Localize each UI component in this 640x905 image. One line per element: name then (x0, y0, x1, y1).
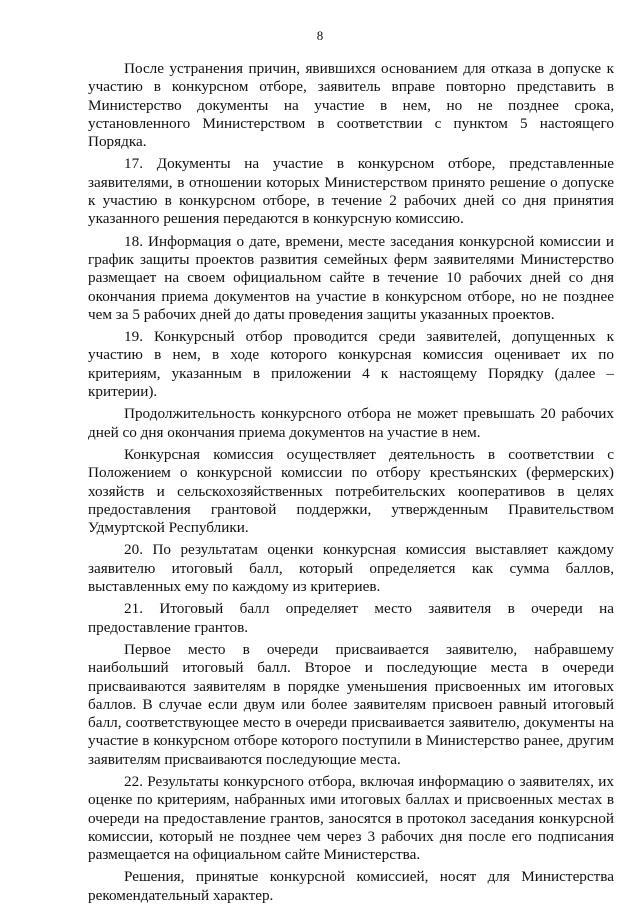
paragraph-commission-activity: Конкурсная комиссия осуществляет деятельность в соответствии с Положением о конкурсной комиссии по отбору крестьянских (фермерских) хозяйств и сельскохозяйственных потребительских кооперативов в целях предоставления грантовой поддержки, утвержденным Правительством Удмуртской Республики. (88, 445, 614, 537)
paragraph-queue-order: Первое место в очереди присваивается заявителю, набравшему наибольший итоговый балл. Второе и последующие места в очереди присваиваются заявителям в порядке уменьшения присвоенных им итоговых баллов. В случае если двум или более заявителям присвоен равный итоговый балл, соответствующее место в очереди присваивается заявителю, документы на участие в конкурсном отборе которого поступили в Министерство ранее, другим заявителям присваиваются последующие места. (88, 640, 614, 768)
document-body (88, 60, 614, 905)
paragraph-18: 18. Информация о дате, времени, месте заседания конкурсной комиссии и график защиты проектов развития семейных ферм заявителями Министерство размещает на своем официальном сайте в течение 10 рабочих дней со дня окончания приема документов на участие в конкурсном отборе, но не позднее чем за 5 рабочих дней до даты проведения защиты указанных проектов. (88, 232, 614, 323)
paragraph-22: 22. Результаты конкурсного отбора, включая информацию о заявителях, их оценке по критериям, набранных ими итоговых баллах и присвоенных местах в очереди на предоставление грантов, заносятся в протокол заседания конкурсной комиссии, который не позднее чем через 3 рабочих дня после его подписания размещается на официальном сайте Министерства. (88, 772, 614, 864)
paragraph-selection-duration: Продолжительность конкурсного отбора не может превышать 20 рабочих дней со дня окончания приема документов на участие в нем. (88, 405, 614, 441)
paragraph-return-after-refusal: После устранения причин, явившихся основанием для отказа в допуске к участию в конкурсном отборе, заявитель вправе повторно представить в Министерство документы на участие в нем, но не позднее срока, установленного Министерством в соответствии с пунктом 5 настоящего Порядка. (88, 60, 614, 151)
page-number: 8 (316, 28, 324, 43)
paragraph-20: 20. По результатам оценки конкурсная комиссия выставляет каждому заявителю итоговый балл, который определяется как сумма баллов, выставленных ему по каждому из критериев. (88, 541, 614, 596)
paragraph-decisions: Решения, принятые конкурсной комиссией, носят для Министерства рекомендательный характер. (88, 868, 614, 904)
paragraph-21: 21. Итоговый балл определяет место заявителя в очереди на предоставление грантов. (88, 600, 614, 636)
paragraph-19: 19. Конкурсный отбор проводится среди заявителей, допущенных к участию в нем, в ходе которого конкурсная комиссия оценивает их по критериям, указанным в приложении 4 к настоящему Порядку (далее – критерии). (88, 328, 614, 401)
paragraph-17: 17. Документы на участие в конкурсном отборе, представленные заявителями, в отношении которых Министерством принято решение о допуске к участию в конкурсном отборе, в течение 2 рабочих дней со дня принятия указанного решения передаются в конкурсную комиссию. (88, 155, 614, 228)
